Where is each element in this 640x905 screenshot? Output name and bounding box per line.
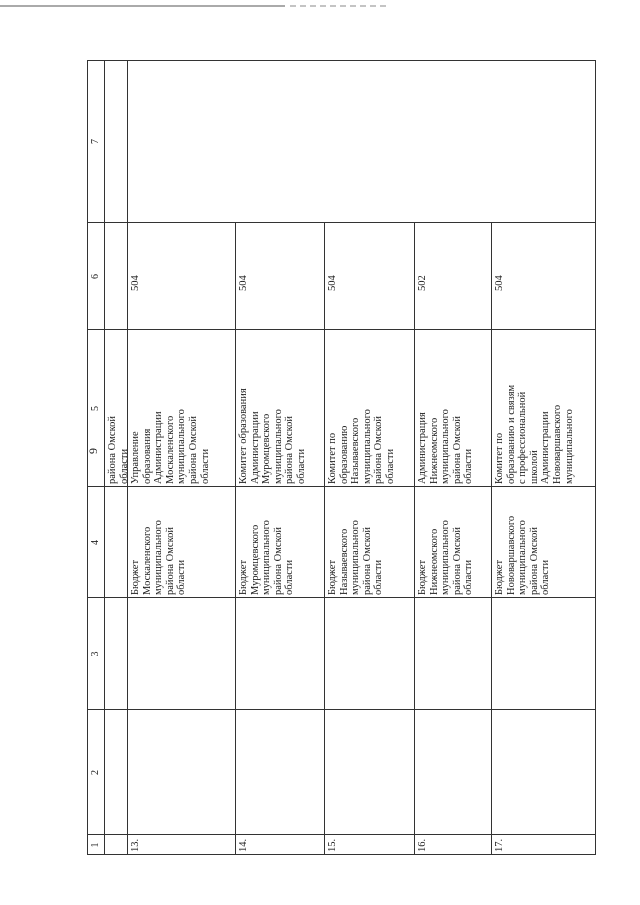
header-col-5: 5 [90,406,101,411]
code-cell: 504 [494,275,505,291]
budget-cell: Бюджет Муромцевского муниципального района Омской области [238,520,296,595]
scan-top-edge [0,2,640,12]
page-number: 9 [86,448,100,454]
code-cell: 504 [238,275,249,291]
row-divider [491,223,492,855]
col-divider [87,486,596,487]
header-col-7: 7 [90,139,101,144]
header-col-2: 2 [90,770,101,775]
code-cell: 502 [417,275,428,291]
budget-cell: Бюджет Нововаршавского муниципального района Омской области [494,515,552,595]
col-divider [87,329,596,330]
agency-cell: Комитет по образованию Называевского муниципального района Омской области [327,409,396,484]
row-number: 15. [327,838,338,852]
row-number: 17. [494,838,505,852]
row-number: 14. [238,838,249,852]
row-number: 16. [417,838,428,852]
rotated-table [87,60,596,855]
budget-cell: Бюджет Москаленского муниципального района Омской области [130,520,188,595]
row-divider [235,223,236,855]
header-col-1: 1 [90,842,101,848]
code-cell: 504 [130,275,141,291]
col-divider [87,222,596,223]
agency-cell: Комитет образования Администрации Муромцевского муниципального района Омской области [238,388,307,484]
budget-cell: Бюджет Нижнеомского муниципального района Омской области [417,520,475,595]
agency-cell: Администрация Нижнеомского муниципального района Омской области [417,409,475,484]
col-divider [87,597,596,598]
row-divider [324,223,325,855]
agency-cell: Управление образования Администрации Москаленского муниципального района Омской области [130,409,211,484]
col-divider [87,709,596,710]
col-divider [87,834,596,835]
continuation-cell: района Омской области [107,415,130,484]
budget-cell: Бюджет Называевского муниципального района Омской области [327,520,385,595]
code-cell: 504 [327,275,338,291]
row-divider [414,223,415,855]
header-col-6: 6 [90,274,101,279]
header-divider [104,60,105,855]
agency-cell: Комитет по образованию и связям с профессиональной школой Администрации Нововаршавского муниципального [494,384,575,484]
header-col-4: 4 [90,540,101,545]
header-col-3: 3 [90,651,101,657]
row-number: 13. [130,838,141,852]
